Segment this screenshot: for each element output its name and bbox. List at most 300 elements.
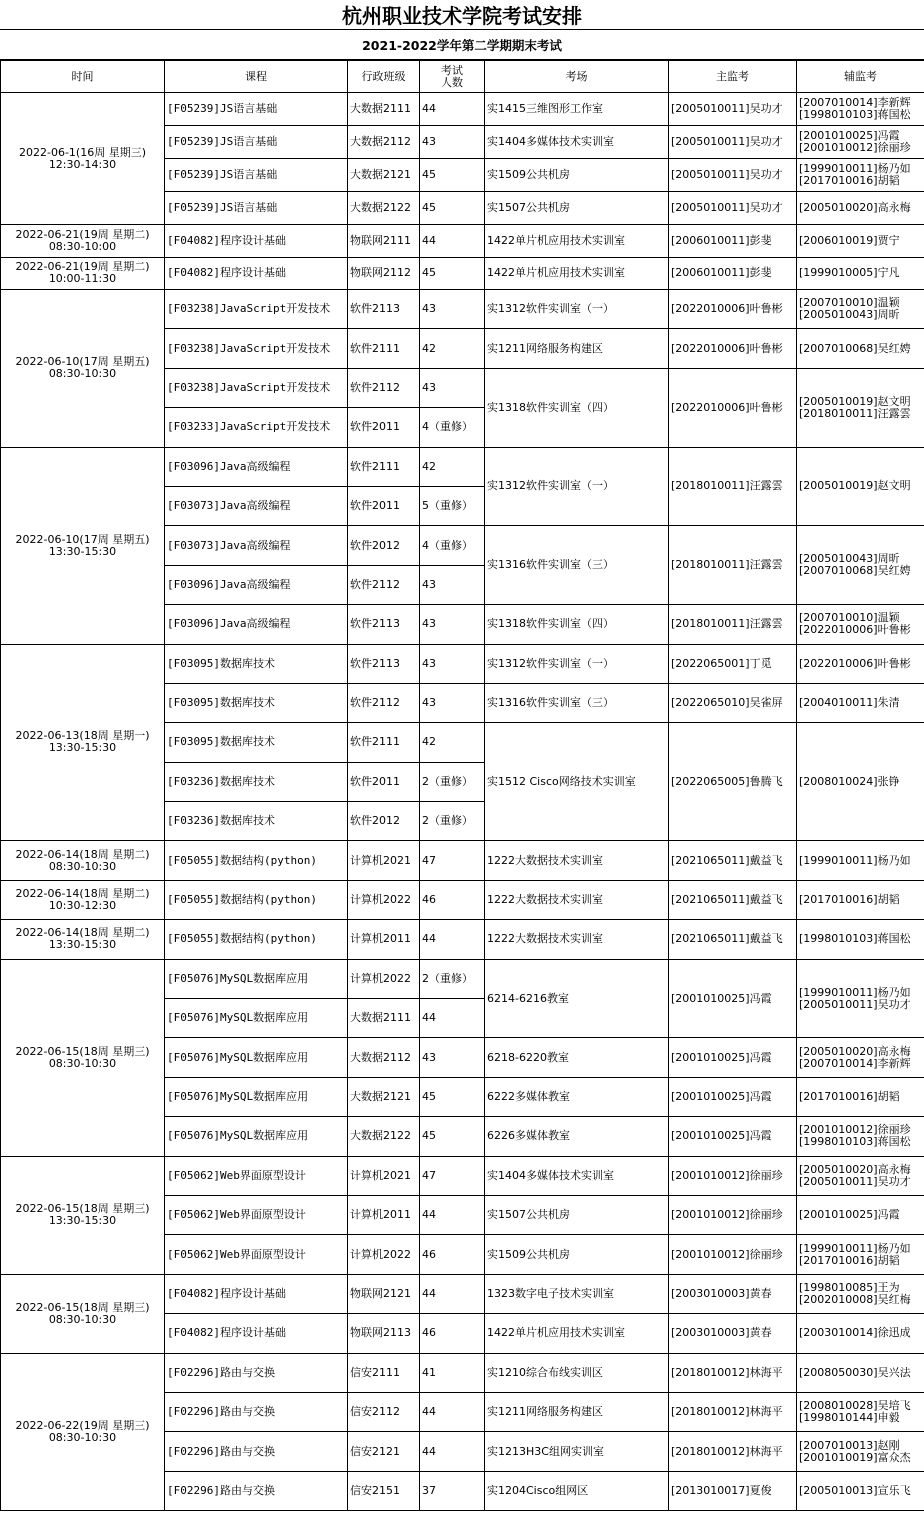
assist-name: [2007010010]温颖 [799,611,900,625]
room-cell: 1422单片机应用技术实训室 [485,1314,669,1353]
chief-cell: [2018010011]汪露雲 [669,447,797,526]
assist-name: [2007010014]李新辉 [799,1056,911,1070]
time-range: 10:00-11:30 [48,272,117,286]
chief-cell: [2018010012]林海平 [669,1432,797,1471]
chief-cell: [2006010011]彭斐 [669,257,797,290]
course-cell: [F05055]数据结构(python) [165,920,348,959]
assist-name: [2007010010]温颖 [799,296,900,310]
table-row [1,1274,924,1313]
count-cell: 42 [420,723,485,762]
course-cell: [F03238]JavaScript开发技术 [165,368,348,407]
time-date: 2022-06-14(18周 星期二) [15,887,150,901]
assist-name: [2008050030]吴兴法 [799,1365,911,1379]
assist-name: [2005010043]周昕 [799,552,900,566]
table-row [1,257,924,290]
class-cell: 软件2011 [348,486,420,525]
class-cell: 信安2121 [348,1432,420,1471]
room-cell: 实1507公共机房 [485,192,669,225]
count-cell: 43 [420,644,485,683]
class-cell: 软件2112 [348,368,420,407]
course-cell: [F05055]数据结构(python) [165,880,348,919]
assist-cell [797,290,924,329]
assist-cell [797,1077,924,1116]
class-cell: 大数据2121 [348,159,420,192]
assist-name: [2001010025]冯霞 [799,129,900,142]
room-cell: 1323数字电子技术实训室 [485,1274,669,1313]
time-date: 2022-06-10(17周 星期五) [15,355,150,369]
count-cell: 47 [420,841,485,880]
count-cell: 42 [420,447,485,486]
assist-name: [1999010011]杨乃如 [799,162,911,175]
schedule-body [1,93,924,1511]
course-cell: [F02296]路由与交换 [165,1353,348,1392]
class-cell: 软件2012 [348,526,420,565]
assist-name: [2005010019]赵文明 [799,394,911,408]
course-cell: [F03238]JavaScript开发技术 [165,290,348,329]
class-cell: 软件2011 [348,762,420,801]
course-cell: [F05076]MySQL数据库应用 [165,1077,348,1116]
header-room: 考场 [485,61,669,93]
time-cell [1,1353,165,1511]
time-cell [1,1156,165,1274]
time-date: 2022-06-14(18周 星期二) [15,847,150,861]
course-cell: [F05239]JS语言基础 [165,192,348,225]
course-cell: [F02296]路由与交换 [165,1471,348,1510]
table-row [1,1353,924,1392]
assist-cell [797,1235,924,1274]
time-date: 2022-06-13(18周 星期一) [15,729,150,743]
count-cell: 42 [420,329,485,368]
count-cell: 44 [420,225,485,258]
assist-name: [2002010008]吴红梅 [799,1292,911,1306]
chief-cell: [2022065001]丁觅 [669,644,797,683]
assist-name: [2018010011]汪露雲 [799,406,911,420]
class-cell: 软件2113 [348,605,420,644]
class-cell: 信安2112 [348,1392,420,1431]
room-cell: 实1211网络服务构建区 [485,1392,669,1431]
assist-name: [2017010016]胡韬 [799,1253,900,1267]
course-cell: [F05239]JS语言基础 [165,93,348,126]
room-cell: 实1404多媒体技术实训室 [485,1156,669,1195]
count-cell: 45 [420,1117,485,1156]
room-cell: 实1509公共机房 [485,159,669,192]
table-row [1,225,924,258]
chief-cell: [2013010017]夏俊 [669,1471,797,1510]
assist-cell [797,1314,924,1353]
assist-name: [1999010011]杨乃如 [799,985,911,999]
room-cell: 实1211网络服务构建区 [485,329,669,368]
assist-name: [1998010103]蒋国松 [799,108,911,121]
time-cell [1,290,165,448]
assist-name: [2001010012]徐丽珍 [799,1123,911,1137]
time-cell [1,447,165,644]
count-cell: 43 [420,126,485,159]
assist-cell [797,225,924,258]
count-cell: 43 [420,683,485,722]
class-cell: 计算机2011 [348,1195,420,1234]
time-range: 08:30-10:30 [48,859,117,873]
assist-name: [2005010020]高永梅 [799,1162,911,1176]
assist-cell [797,368,924,447]
assist-cell [797,1392,924,1431]
course-cell: [F04082]程序设计基础 [165,1314,348,1353]
assist-cell [797,1353,924,1392]
room-cell: 1222大数据技术实训室 [485,880,669,919]
count-cell: 45 [420,159,485,192]
count-cell: 45 [420,257,485,290]
class-cell: 软件2012 [348,802,420,841]
room-cell: 1422单片机应用技术实训室 [485,257,669,290]
room-cell: 实1415三维图形工作室 [485,93,669,126]
assist-name: [1999010011]杨乃如 [799,853,911,867]
assist-cell [797,841,924,880]
chief-cell: [2005010011]吴功才 [669,93,797,126]
class-cell: 软件2113 [348,290,420,329]
assist-name: [2022010006]叶鲁彬 [799,623,911,637]
time-range: 08:30-10:30 [48,1312,117,1326]
header-class: 行政班级 [348,61,420,93]
room-cell: 1222大数据技术实训室 [485,841,669,880]
count-cell: 43 [420,1038,485,1077]
class-cell: 大数据2122 [348,192,420,225]
chief-cell: [2001010012]徐丽珍 [669,1156,797,1195]
header-count [420,61,485,93]
class-cell: 信安2111 [348,1353,420,1392]
course-cell: [F05062]Web界面原型设计 [165,1235,348,1274]
header-time: 时间 [1,61,165,93]
room-cell: 实1210综合布线实训区 [485,1353,669,1392]
chief-cell: [2021065011]戴益飞 [669,841,797,880]
count-cell: 44 [420,1274,485,1313]
course-cell: [F05062]Web界面原型设计 [165,1156,348,1195]
class-cell: 软件2113 [348,644,420,683]
assist-cell [797,526,924,605]
table-row [1,920,924,959]
chief-cell: [2003010003]黄春 [669,1274,797,1313]
count-cell: 46 [420,1235,485,1274]
table-row [1,841,924,880]
class-cell: 软件2111 [348,447,420,486]
assist-cell [797,644,924,683]
time-range: 08:30-10:30 [48,367,117,381]
class-cell: 软件2111 [348,329,420,368]
assist-name: [1999010005]宁凡 [799,266,900,280]
room-cell: 实1509公共机房 [485,1235,669,1274]
assist-name: [1998010144]申毅 [799,1411,900,1425]
table-row [1,447,924,486]
room-cell: 6226多媒体教室 [485,1117,669,1156]
room-cell: 实1512 Cisco网络技术实训室 [485,723,669,841]
count-cell: 5（重修） [420,486,485,525]
assist-name: [2004010011]朱清 [799,696,900,710]
count-cell: 4（重修） [420,526,485,565]
chief-cell: [2022065010]吴雀屏 [669,683,797,722]
assist-cell [797,1117,924,1156]
time-date: 2022-06-22(19周 星期三) [15,1418,150,1432]
assist-cell [797,880,924,919]
time-range: 08:30-10:30 [48,1430,117,1444]
assist-name: [2006010019]贾宁 [799,233,900,247]
count-cell: 47 [420,1156,485,1195]
time-cell [1,841,165,880]
course-cell: [F03095]数据库技术 [165,683,348,722]
assist-name: [2007010068]吴红娉 [799,564,911,578]
class-cell: 大数据2122 [348,1117,420,1156]
header-row [1,61,924,93]
time-cell [1,93,165,225]
course-cell: [F05062]Web界面原型设计 [165,1195,348,1234]
assist-cell [797,447,924,526]
time-cell [1,959,165,1156]
count-cell: 44 [420,1392,485,1431]
time-range: 08:30-10:00 [48,239,117,253]
course-cell: [F05239]JS语言基础 [165,126,348,159]
time-cell [1,880,165,919]
course-cell: [F03096]Java高级编程 [165,605,348,644]
count-cell: 44 [420,999,485,1038]
assist-name: [2005010013]宣乐飞 [799,1483,911,1497]
assist-name: [2005010011]吴功才 [799,997,911,1011]
chief-cell: [2001010025]冯霞 [669,959,797,1038]
course-cell: [F03236]数据库技术 [165,802,348,841]
header-chief: 主监考 [669,61,797,93]
count-cell: 44 [420,1195,485,1234]
time-date: 2022-06-15(18周 星期三) [15,1300,150,1314]
time-date: 2022-06-15(18周 星期三) [15,1044,150,1058]
header-assist: 辅监考 [797,61,924,93]
time-cell [1,225,165,258]
class-cell: 计算机2022 [348,1235,420,1274]
class-cell: 软件2112 [348,683,420,722]
class-cell: 计算机2022 [348,880,420,919]
assist-name: [2007010014]李新辉 [799,96,911,109]
assist-name: [2007010068]吴红娉 [799,341,911,355]
room-cell: 6218-6220教室 [485,1038,669,1077]
room-cell: 实1318软件实训室（四） [485,368,669,447]
page-title: 杭州职业技术学院考试安排 [0,0,924,30]
assist-name: [1999010011]杨乃如 [799,1241,911,1255]
course-cell: [F03095]数据库技术 [165,723,348,762]
room-cell: 实1316软件实训室（三） [485,526,669,605]
assist-cell [797,1195,924,1234]
count-cell: 2（重修） [420,762,485,801]
time-range: 13:30-15:30 [48,938,117,952]
time-cell [1,644,165,841]
course-cell: [F04082]程序设计基础 [165,225,348,258]
class-cell: 软件2112 [348,565,420,604]
header-count-line1: 考试 [441,63,463,77]
assist-cell [797,1156,924,1195]
class-cell: 大数据2112 [348,126,420,159]
assist-name: [2005010020]高永梅 [799,201,911,214]
course-cell: [F03095]数据库技术 [165,644,348,683]
page-subtitle: 2021-2022学年第二学期期末考试 [0,30,924,60]
course-cell: [F05076]MySQL数据库应用 [165,999,348,1038]
count-cell: 45 [420,192,485,225]
course-cell: [F05055]数据结构(python) [165,841,348,880]
assist-cell [797,1038,924,1077]
chief-cell: [2005010011]吴功才 [669,159,797,192]
time-cell [1,1274,165,1353]
assist-name: [2017010016]胡韬 [799,174,900,187]
course-cell: [F03238]JavaScript开发技术 [165,329,348,368]
class-cell: 物联网2111 [348,225,420,258]
course-cell: [F03233]JavaScript开发技术 [165,408,348,447]
table-row [1,290,924,329]
time-cell [1,920,165,959]
chief-cell: [2005010011]吴功才 [669,192,797,225]
chief-cell: [2018010011]汪露雲 [669,605,797,644]
course-cell: [F03073]Java高级编程 [165,486,348,525]
class-cell: 软件2011 [348,408,420,447]
class-cell: 信安2151 [348,1471,420,1510]
course-cell: [F05076]MySQL数据库应用 [165,1117,348,1156]
assist-name: [2001010025]冯霞 [799,1208,900,1222]
time-date: 2022-06-1(16周 星期三) [18,145,146,159]
chief-cell: [2001010025]冯霞 [669,1077,797,1116]
header-course: 课程 [165,61,348,93]
class-cell: 物联网2121 [348,1274,420,1313]
course-cell: [F04082]程序设计基础 [165,1274,348,1313]
course-cell: [F05239]JS语言基础 [165,159,348,192]
assist-name: [2005010019]赵文明 [799,479,911,493]
chief-cell: [2003010003]黄春 [669,1314,797,1353]
assist-name: [2008010028]吴培飞 [799,1399,911,1413]
time-range: 10:30-12:30 [48,899,117,913]
room-cell: 1422单片机应用技术实训室 [485,225,669,258]
chief-cell: [2022010006]叶鲁彬 [669,290,797,329]
time-date: 2022-06-10(17周 星期五) [15,532,150,546]
room-cell: 实1318软件实训室（四） [485,605,669,644]
count-cell: 45 [420,1077,485,1116]
assist-name: [2022010006]叶鲁彬 [799,656,911,670]
room-cell: 实1316软件实训室（三） [485,683,669,722]
class-cell: 计算机2021 [348,841,420,880]
table-row [1,93,924,126]
course-cell: [F03073]Java高级编程 [165,526,348,565]
room-cell: 6222多媒体教室 [485,1077,669,1116]
class-cell: 计算机2022 [348,959,420,998]
class-cell: 大数据2111 [348,999,420,1038]
class-cell: 大数据2112 [348,1038,420,1077]
count-cell: 43 [420,605,485,644]
assist-name: [1998010103]蒋国松 [799,932,911,946]
assist-cell [797,329,924,368]
class-cell: 大数据2111 [348,93,420,126]
room-cell: 实1312软件实训室（一） [485,447,669,526]
chief-cell: [2021065011]戴益飞 [669,920,797,959]
header-count-line2: 人数 [441,75,463,89]
assist-cell [797,920,924,959]
room-cell: 实1312软件实训室（一） [485,290,669,329]
chief-cell: [2001010025]冯霞 [669,1038,797,1077]
chief-cell: [2018010012]林海平 [669,1392,797,1431]
class-cell: 物联网2112 [348,257,420,290]
chief-cell: [2006010011]彭斐 [669,225,797,258]
chief-cell: [2001010012]徐丽珍 [669,1195,797,1234]
room-cell: 实1312软件实训室（一） [485,644,669,683]
chief-cell: [2022010006]叶鲁彬 [669,368,797,447]
course-cell: [F03096]Java高级编程 [165,447,348,486]
count-cell: 44 [420,920,485,959]
time-date: 2022-06-15(18周 星期三) [15,1202,150,1216]
course-cell: [F02296]路由与交换 [165,1392,348,1431]
course-cell: [F03236]数据库技术 [165,762,348,801]
room-cell: 实1213H3C组网实训室 [485,1432,669,1471]
room-cell: 实1404多媒体技术实训室 [485,126,669,159]
assist-cell [797,683,924,722]
assist-cell [797,959,924,1038]
course-cell: [F05076]MySQL数据库应用 [165,1038,348,1077]
schedule-table [0,60,924,1511]
class-cell: 物联网2113 [348,1314,420,1353]
assist-name: [2001010012]徐丽珍 [799,141,911,154]
class-cell: 软件2111 [348,723,420,762]
time-date: 2022-06-21(19周 星期二) [15,227,150,241]
time-range: 13:30-15:30 [48,544,117,558]
chief-cell: [2001010025]冯霞 [669,1117,797,1156]
count-cell: 44 [420,93,485,126]
assist-cell [797,1274,924,1313]
room-cell: 实1204Cisco组网区 [485,1471,669,1510]
assist-name: [2005010043]周昕 [799,308,900,322]
count-cell: 44 [420,1432,485,1471]
assist-name: [2007010013]赵刚 [799,1438,900,1452]
chief-cell: [2001010012]徐丽珍 [669,1235,797,1274]
assist-cell [797,93,924,126]
table-row [1,880,924,919]
assist-cell [797,126,924,159]
assist-name: [2008010024]张铮 [799,774,900,788]
chief-cell: [2018010011]汪露雲 [669,526,797,605]
count-cell: 4（重修） [420,408,485,447]
room-cell: 1222大数据技术实训室 [485,920,669,959]
count-cell: 41 [420,1353,485,1392]
room-cell: 实1507公共机房 [485,1195,669,1234]
count-cell: 43 [420,290,485,329]
class-cell: 计算机2011 [348,920,420,959]
assist-name: [2001010019]富众杰 [799,1450,911,1464]
course-cell: [F02296]路由与交换 [165,1432,348,1471]
time-range: 13:30-15:30 [48,1214,117,1228]
course-cell: [F03096]Java高级编程 [165,565,348,604]
chief-cell: [2005010011]吴功才 [669,126,797,159]
assist-cell [797,1432,924,1471]
count-cell: 43 [420,368,485,407]
assist-name: [2005010011]吴功才 [799,1174,911,1188]
class-cell: 大数据2121 [348,1077,420,1116]
course-cell: [F04082]程序设计基础 [165,257,348,290]
assist-cell [797,159,924,192]
assist-cell [797,1471,924,1510]
course-cell: [F05076]MySQL数据库应用 [165,959,348,998]
time-date: 2022-06-14(18周 星期二) [15,926,150,940]
assist-name: [2017010016]胡韬 [799,1090,900,1103]
time-range: 12:30-14:30 [48,157,117,171]
table-row [1,644,924,683]
table-row [1,959,924,998]
class-cell: 计算机2021 [348,1156,420,1195]
assist-name: [1998010085]王为 [799,1280,900,1294]
assist-cell [797,257,924,290]
time-cell [1,257,165,290]
time-date: 2022-06-21(19周 星期二) [15,260,150,274]
assist-name: [2003010014]徐迅成 [799,1326,911,1340]
count-cell: 2（重修） [420,802,485,841]
count-cell: 43 [420,565,485,604]
assist-name: [2005010020]高永梅 [799,1044,911,1058]
time-range: 13:30-15:30 [48,741,117,755]
